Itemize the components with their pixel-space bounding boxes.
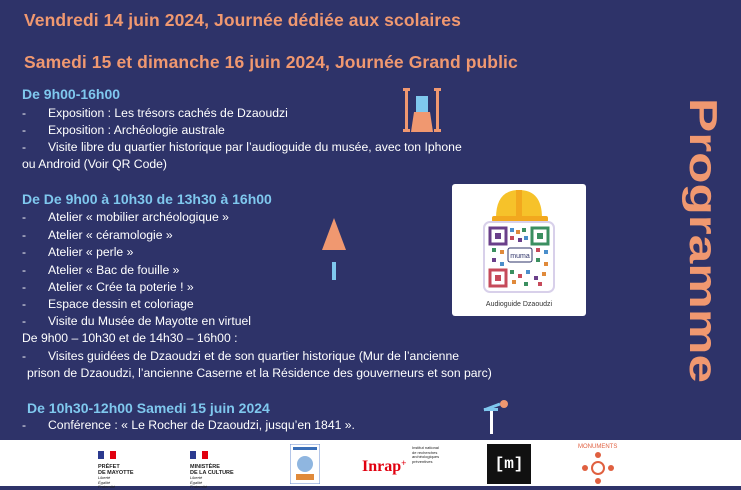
list-item-continuation: ou Android (Voir QR Code) xyxy=(22,157,167,171)
museum-emblem-logo xyxy=(290,444,320,484)
times-line: De 9h00 – 10h30 et de 14h30 – 16h00 : xyxy=(22,331,238,345)
logo-ministere-culture: MINISTÈRE DE LA CULTURE Liberté Égalité Fraternité xyxy=(190,446,234,490)
marianne-icon xyxy=(98,451,118,459)
qr-code[interactable] xyxy=(452,184,586,316)
list-item: - Visite libre du quartier historique par l’audioguide du musée, avec ton Iphone xyxy=(22,140,462,154)
list-item: - Atelier « perle » xyxy=(22,245,134,259)
list-item: - Atelier « Crée ta poterie ! » xyxy=(22,280,194,294)
list-item: - Atelier « céramologie » xyxy=(22,228,173,242)
monuments-emblem-icon xyxy=(578,450,618,484)
qr-code-card[interactable] xyxy=(452,184,586,316)
logo-muma: [m] xyxy=(487,444,531,484)
section3-title: De 10h30-12h00 Samedi 15 juin 2024 xyxy=(27,400,270,416)
microphone-icon xyxy=(480,398,514,438)
section1-title: De 9h00-16h00 xyxy=(22,86,121,102)
svg-text:Programme: Programme xyxy=(681,98,724,315)
list-item: - Exposition : Les trésors cachés de Dzaoudzi xyxy=(22,106,288,120)
svg-text:muma: muma xyxy=(510,253,530,260)
partner-logos-bar xyxy=(0,440,741,489)
logo-inrap: Inrap+ xyxy=(362,458,407,475)
list-item: - Espace dessin et coloriage xyxy=(22,297,194,311)
list-item: - Visites guidées de Dzaoudzi et de son quartier historique (Mur de l’ancienne xyxy=(22,349,460,363)
logo-monuments: MONUMENTS xyxy=(578,444,618,489)
headline-grand-public: Samedi 15 et dimanche 16 juin 2024, Journée Grand public xyxy=(24,52,518,72)
qr-caption: Audioguide Dzaoudzi xyxy=(485,301,553,308)
inrap-description: Institut national de recherches archéologiques préventives xyxy=(412,445,440,464)
list-item: - Exposition : Archéologie australe xyxy=(22,123,225,137)
section2-title: De De 9h00 à 10h30 de 13h30 à 16h00 xyxy=(22,191,272,207)
list-item: - Visite du Musée de Mayotte en virtuel xyxy=(22,314,252,328)
list-item: - Conférence : « Le Rocher de Dzaoudzi, jusqu’en 1841 ». xyxy=(22,418,355,432)
marianne-icon xyxy=(190,451,210,459)
museum-statue-icon xyxy=(402,86,442,134)
logo-prefet-mayotte: PRÉFET DE MAYOTTE Liberté Égalité Fraternité xyxy=(98,446,134,490)
programme-vertical-title xyxy=(680,98,728,388)
list-item: - Atelier « mobilier archéologique » xyxy=(22,210,229,224)
trowel-icon xyxy=(318,216,350,286)
headline-scolaires: Vendredi 14 juin 2024, Journée dédiée aux scolaires xyxy=(24,10,461,30)
list-item-continuation: prison de Dzaoudzi, l’ancienne Caserne et la Résidence des gouverneurs et son parc) xyxy=(27,366,492,380)
list-item: - Atelier « Bac de fouille » xyxy=(22,263,180,277)
